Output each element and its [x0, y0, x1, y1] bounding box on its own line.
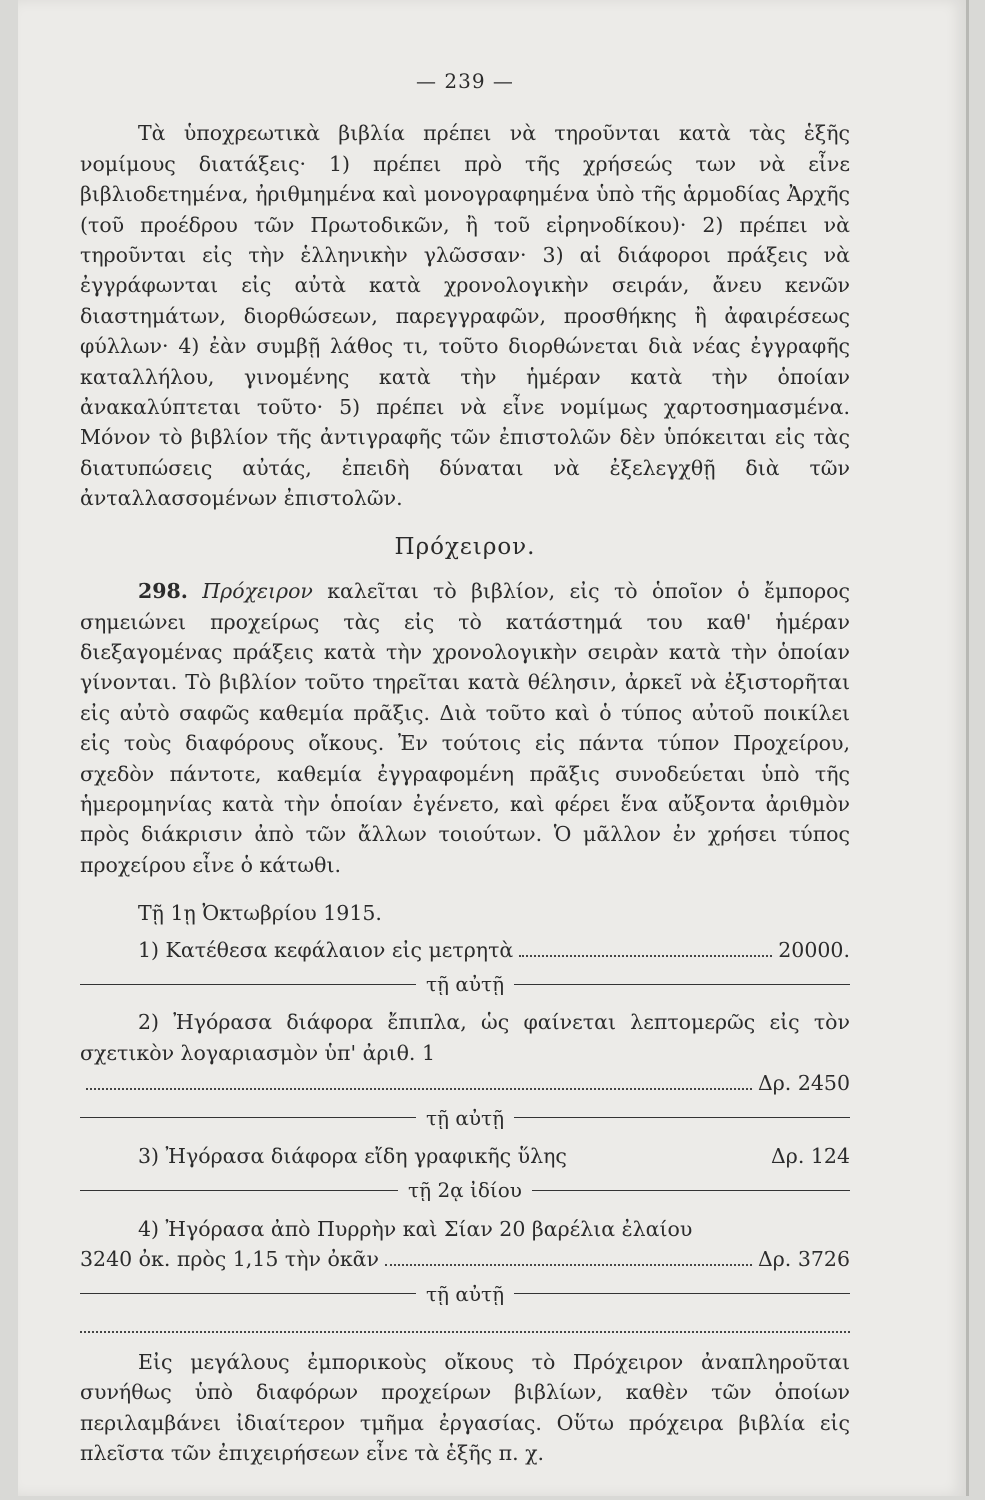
entry-amount: Δρ. 3726	[757, 1247, 850, 1272]
date-line: Τῇ 1ῃ Ὀκτωβρίου 1915.	[138, 901, 382, 926]
entry-text: 1) Κατέθεσα κεφάλαιον εἰς μετρητὰ	[138, 937, 514, 962]
separator-label: τῇ αὐτῇ	[425, 971, 505, 996]
section-paragraph	[80, 576, 850, 880]
date-separator-4	[80, 1279, 850, 1309]
separator-label: τῇ αὐτῇ	[425, 1105, 505, 1130]
date-separator-3	[80, 1175, 850, 1205]
date-separator-1	[80, 969, 850, 999]
date-separator-2	[80, 1103, 850, 1133]
closing-paragraph: Εἰς μεγάλους ἐμπορικοὺς οἴκους τὸ Πρόχειρον ἀναπληροῦται συνήθως ὑπὸ διαφόρων προχείρων βιβλίων, καθὲν τῶν ὁποίων περιλαμβάνει ἰδιαίτερον τμῆμα ἐργασίας. Οὕτω πρόχειρα βιβλία εἰς πλεῖστα τῶν ἐπιχειρήσεων εἶνε τὰ ἑξῆς π. χ.	[80, 1350, 850, 1466]
section-term: Πρόχειρον	[202, 579, 313, 604]
separator-label: τῇ αὐτῇ	[425, 1281, 505, 1306]
ledger-entry-2	[80, 1007, 850, 1098]
entry-amount: Δρ. 124	[770, 1144, 850, 1168]
ledger-entry-1	[80, 935, 850, 965]
entry-text: 4) Ἠγόρασα ἀπὸ Πυρρὴν καὶ Σίαν 20 βαρέλια ἐλαίου	[138, 1216, 693, 1241]
section-text: καλεῖται τὸ βιβλίον, εἰς τὸ ὁποῖον ὁ ἔμπορος σημειώνει προχείρως τὰς εἰς τὸ κατάστημά του καθ' ἡμέραν διεξαγομένας πράξεις κατὰ τὴν χρονολογικὴν σειρὰν κατὰ τὴν ὁποίαν γίνονται. Τὸ βιβλίον τοῦτο τηρεῖται κατὰ θέλησιν, ἀρκεῖ νὰ ἐξιστορῆται εἰς αὐτὸ σαφῶς καθεμία πρᾶξις. Διὰ τοῦτο καὶ ὁ τύπος αὐτοῦ ποικίλει εἰς τοὺς διαφόρους οἴκους. Ἐν τούτοις εἰς πάντα τύπον Προχείρου, σχεδὸν πάντοτε, καθεμία ἐγγραφομένη πρᾶξις συνοδεύεται ὑπὸ τῆς ἡμερομηνίας κατὰ τὴν ὁποίαν ἐγένετο, καὶ φέρει ἕνα αὔξοντα ἀριθμὸν πρὸς διάκρισιν ἀπὸ τῶν ἄλλων τοιούτων. Ὁ μᾶλλον ἐν χρήσει τύπος προχείρου εἶνε ὁ κάτωθι.	[80, 579, 850, 877]
entry-text: 3) Ἠγόρασα διάφορα εἴδη γραφικῆς ὕλης	[138, 1144, 567, 1168]
entry-text: 2) Ἠγόρασα διάφορα ἔπιπλα, ὡς φαίνεται λεπτομερῶς εἰς τὸν σχετικὸν λογαριασμὸν ὑπ' ἀριθ. 1	[80, 1010, 850, 1065]
dot-leader	[385, 1264, 752, 1266]
section-number: 298.	[138, 579, 188, 604]
dot-leader	[519, 955, 772, 957]
entry-amount: Δρ. 2450	[757, 1071, 850, 1096]
dotted-line	[80, 1317, 850, 1333]
entry-text-cont: 3240 ὀκ. πρὸς 1,15 τὴν ὀκᾶν	[80, 1247, 379, 1272]
entry-amount: 20000.	[778, 937, 850, 962]
section-heading: Πρόχειρον.	[394, 533, 536, 560]
page-number: — 239 —	[416, 69, 514, 93]
book-page	[18, 0, 969, 1496]
page-content	[80, 66, 850, 1469]
ledger-entry-3	[80, 1141, 850, 1171]
dot-leader	[86, 1088, 752, 1090]
ledger-entry-4	[80, 1214, 850, 1275]
intro-paragraph: Τὰ ὑποχρεωτικὰ βιβλία πρέπει νὰ τηροῦνται κατὰ τὰς ἑξῆς νομίμους διατάξεις· 1) πρέπει πρὸ τῆς χρήσεώς των νὰ εἶνε βιβλιοδετημένα, ἠριθμημένα καὶ μονογραφημένα ὑπὸ τῆς ἁρμοδίας Ἀρχῆς (τοῦ προέδρου τῶν Πρωτοδικῶν, ἢ τοῦ εἰρηνοδίκου)· 2) πρέπει νὰ τηροῦνται εἰς τὴν ἑλληνικὴν γλῶσσαν· 3) αἱ διάφοροι πράξεις νὰ ἐγγράφωνται εἰς αὐτὰ κατὰ χρονολογικὴν σειράν, ἄνευ κενῶν διαστημάτων, διορθώσεων, παρεγγραφῶν, προσθήκης ἢ ἀφαιρέσεως φύλλων· 4) ἐὰν συμβῇ λάθος τι, τοῦτο διορθώνεται διὰ νέας ἐγγραφῆς καταλλήλου, γινομένης κατὰ τὴν ἡμέραν κατὰ τὴν ὁποίαν ἀνακαλύπτεται τοῦτο· 5) πρέπει νὰ εἶνε νομίμως χαρτοσημασμένα. Μόνον τὸ βιβλίον τῆς ἀντιγραφῆς τῶν ἐπιστολῶν δὲν ὑπόκειται εἰς τὰς διατυπώσεις αὐτάς, ἐπειδὴ δύναται νὰ ἐξελεγχθῇ διὰ τῶν ἀνταλλασσομένων ἐπιστολῶν.	[80, 121, 850, 511]
separator-label: τῇ 2ᾳ ἰδίου	[408, 1178, 522, 1203]
